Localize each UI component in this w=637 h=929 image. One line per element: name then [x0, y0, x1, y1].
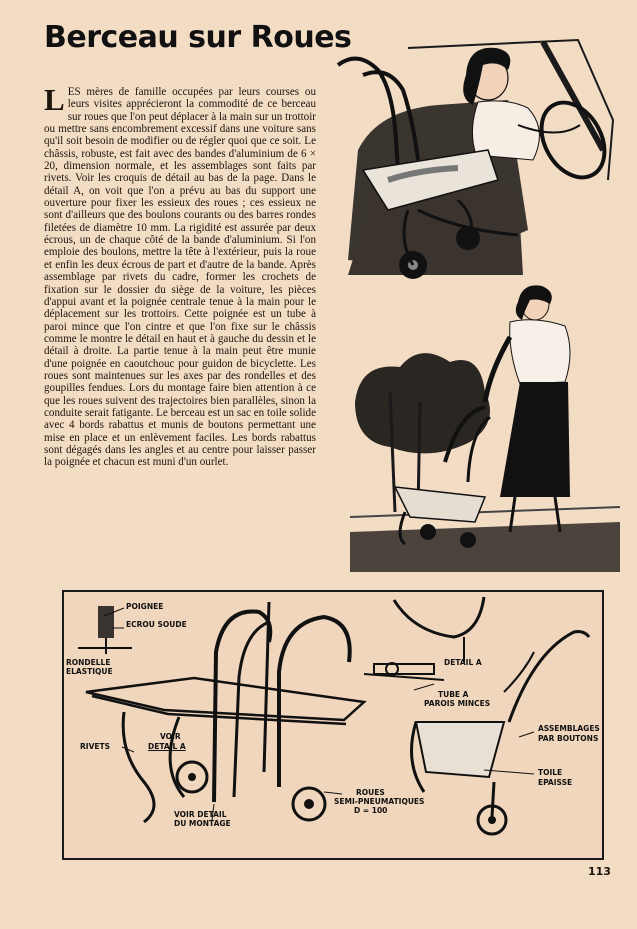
label-ecrou-soude: ECROU SOUDE — [126, 620, 187, 629]
drop-cap: L — [44, 82, 65, 117]
label-semi-pneumatiques: SEMI-PNEUMATIQUES — [334, 797, 425, 806]
label-rivets: RIVETS — [80, 742, 111, 751]
label-toile: TOILE — [538, 768, 563, 777]
label-elastique: ELASTIQUE — [66, 667, 113, 676]
label-poignee: POIGNEE — [126, 602, 164, 611]
label-parois-minces: PAROIS MINCES — [424, 699, 491, 708]
label-detail-a: DETAIL A — [444, 658, 482, 667]
label-detail-a-ref: DETAIL A — [148, 742, 186, 751]
label-du-montage: DU MONTAGE — [174, 819, 231, 828]
label-voir-detail: VOIR DETAIL — [174, 810, 227, 819]
label-epaisse: EPAISSE — [538, 778, 573, 787]
label-tube-a: TUBE A — [438, 690, 469, 699]
page-number: 113 — [588, 865, 611, 878]
article-title: Berceau sur Roues — [44, 20, 352, 55]
illustration-woman-pushing — [350, 282, 620, 572]
diagram-drawing — [64, 592, 602, 858]
label-voir: VOIR — [160, 732, 181, 741]
label-rondelle: RONDELLE — [66, 658, 111, 667]
technical-diagram — [62, 590, 604, 860]
illustration-car-seat — [318, 30, 618, 280]
label-diameter: D = 100 — [354, 806, 388, 815]
label-assemblages: ASSEMBLAGES — [538, 724, 600, 733]
article-body — [44, 82, 316, 469]
label-par-boutons: PAR BOUTONS — [538, 734, 599, 743]
label-roues: ROUES — [356, 788, 385, 797]
article-text: ES mères de famille occupées par leurs courses ou leurs visites apprécieront la commodité de ce berceau sur roues que l'on peut déplacer à la main sur un trottoir ou mettre sans encombrement excessif dans une voiture sans qu'il soit besoin de modifier ou de régler quoi que ce soit. Le châssis, robuste, est fait avec des bandes d'aluminium de 6 × 20, dimension normale, et les assemblages sont faits par rivets. Voir les croquis de détail au bas de la page. Dans le détail A, on voit que l'on a prévu au bas du support une ouverture pour fixer les essieux des roues ; ces essieux ne sont d'ailleurs que des boulons courants ou des barres rondes filetées de diamètre 10 mm. La rigidité est assurée par deux écrous, un de chaque côté de la bande d'aluminium. Si l'on emploie des boulons, mettre la tête à l'extérieur, puis la roue et enfin les deux écrous de part et d'autre de la bande. Après assemblage par rivets du cadre, former les crochets de fixation sur le dossier du siège de la voiture, les pièces d'appui avant et la poignée centrale tenue à la main pour le déplacement sur les trottoirs. Cette poignée est un tube à paroi mince que l'on cintre et que l'on fixe sur le châssis comme le montre le détail en haut et à gauche du dessin et le détail à droite. La partie tenue à la main peut être munie d'une poignée en caoutchouc pour guidon de bicyclette. Les roues sont maintenues sur les axes par des rondelles et des goupilles fendues. Lors du montage faire bien attention à ce que les roues suivent des trajectoires bien parallèles, sinon la conduite serait fatigante. Le berceau est un sac en toile solide avec 4 bords rabattus et munis de boutons permettant une mise en place et un enlèvement faciles. Les bords rabattus sont dégagés dans les angles et au centre pour laisser passer la poignée et chacun est muni d'un ourlet. — [44, 86, 316, 469]
